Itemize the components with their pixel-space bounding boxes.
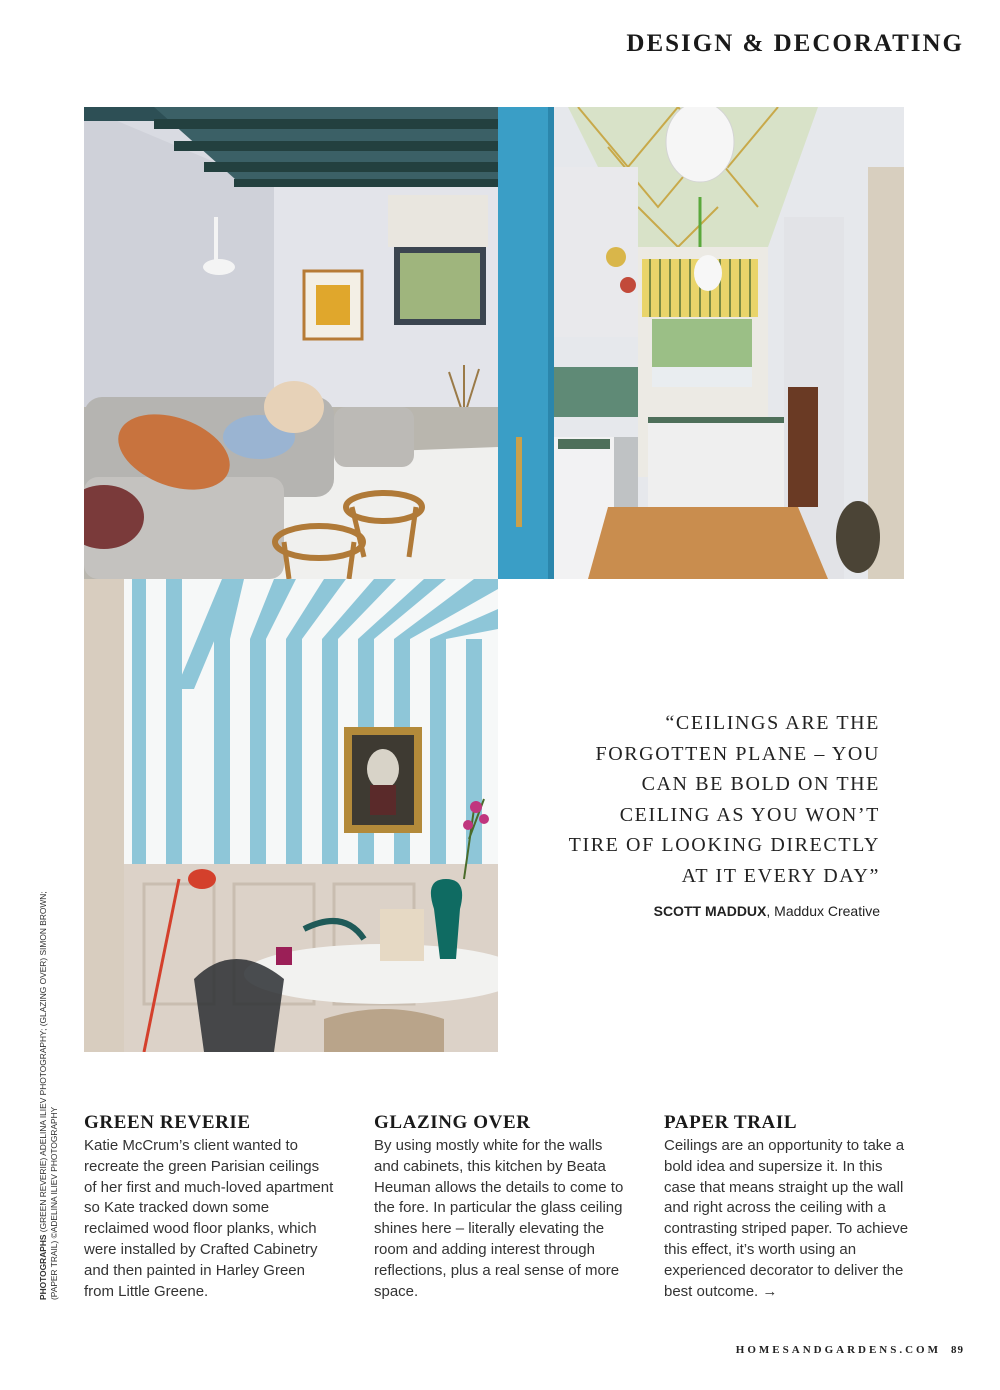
glazing-over-photo: [498, 107, 904, 579]
quote-attribution: [654, 903, 880, 919]
quote-line: CEILING AS YOU WON’T: [619, 803, 880, 826]
caption-green-reverie: [84, 1112, 334, 1302]
caption-glazing-over: [374, 1112, 624, 1302]
quote-line: FORGOTTEN PLANE – YOU: [595, 742, 880, 765]
caption-body: Ceilings are an opportunity to take a bold idea and supersize it. In this case that means straight up the wall and right across the ceiling with a contrasting striped paper. To achieve this effect, it’s worth using an experienced decorator to deliver the best outcome. →: [664, 1137, 909, 1300]
quote-line: “CEILINGS ARE THE: [665, 712, 880, 734]
caption-body: Katie McCrum’s client wanted to recreate the green Parisian ceilings of her first and much-loved apartment so Kate tracked down some reclaimed wood floor planks, which were installed by Crafted Cabinetry and then painted in Harley Green from Little Greene.: [84, 1137, 334, 1300]
pull-quote: [540, 708, 880, 891]
section-title: DESIGN & DECORATING: [626, 30, 964, 57]
photo-credit-label: PHOTOGRAPHS: [38, 1234, 48, 1300]
caption-body: By using mostly white for the walls and cabinets, this kitchen by Beata Heuman allows the details to come to the fore. In particular the glass ceiling shines here – literally elevating the room and adding interest through reflections, plus a real sense of more space.: [374, 1137, 624, 1300]
quote-company: , Maddux Creative: [766, 903, 880, 919]
paper-trail-photo: [84, 579, 498, 1052]
quote-line: TIRE OF LOOKING DIRECTLY: [568, 834, 880, 856]
green-reverie-photo: [84, 107, 498, 579]
caption-heading: GLAZING OVER: [374, 1112, 531, 1133]
caption-paper-trail: [664, 1112, 914, 1302]
quote-author: SCOTT MADDUX: [653, 903, 767, 919]
site-url[interactable]: HOMESANDGARDENS.COM: [735, 1344, 941, 1356]
quote-line: AT IT EVERY DAY”: [681, 864, 880, 887]
photo-credit: [38, 880, 60, 1300]
caption-heading: PAPER TRAIL: [664, 1112, 798, 1133]
page-number: 89: [951, 1344, 964, 1356]
photo-credit-text: (GREEN REVERIE) ADELINA ILIEV PHOTOGRAPHY; (GLAZING OVER) SIMON BROWN; (PAPER TRAIL) ©ADELINA ILIEV PHOTOGRAPHY: [38, 891, 59, 1300]
caption-heading: GREEN REVERIE: [84, 1112, 251, 1133]
page-footer: [736, 1344, 964, 1356]
quote-line: CAN BE BOLD ON THE: [641, 773, 880, 795]
